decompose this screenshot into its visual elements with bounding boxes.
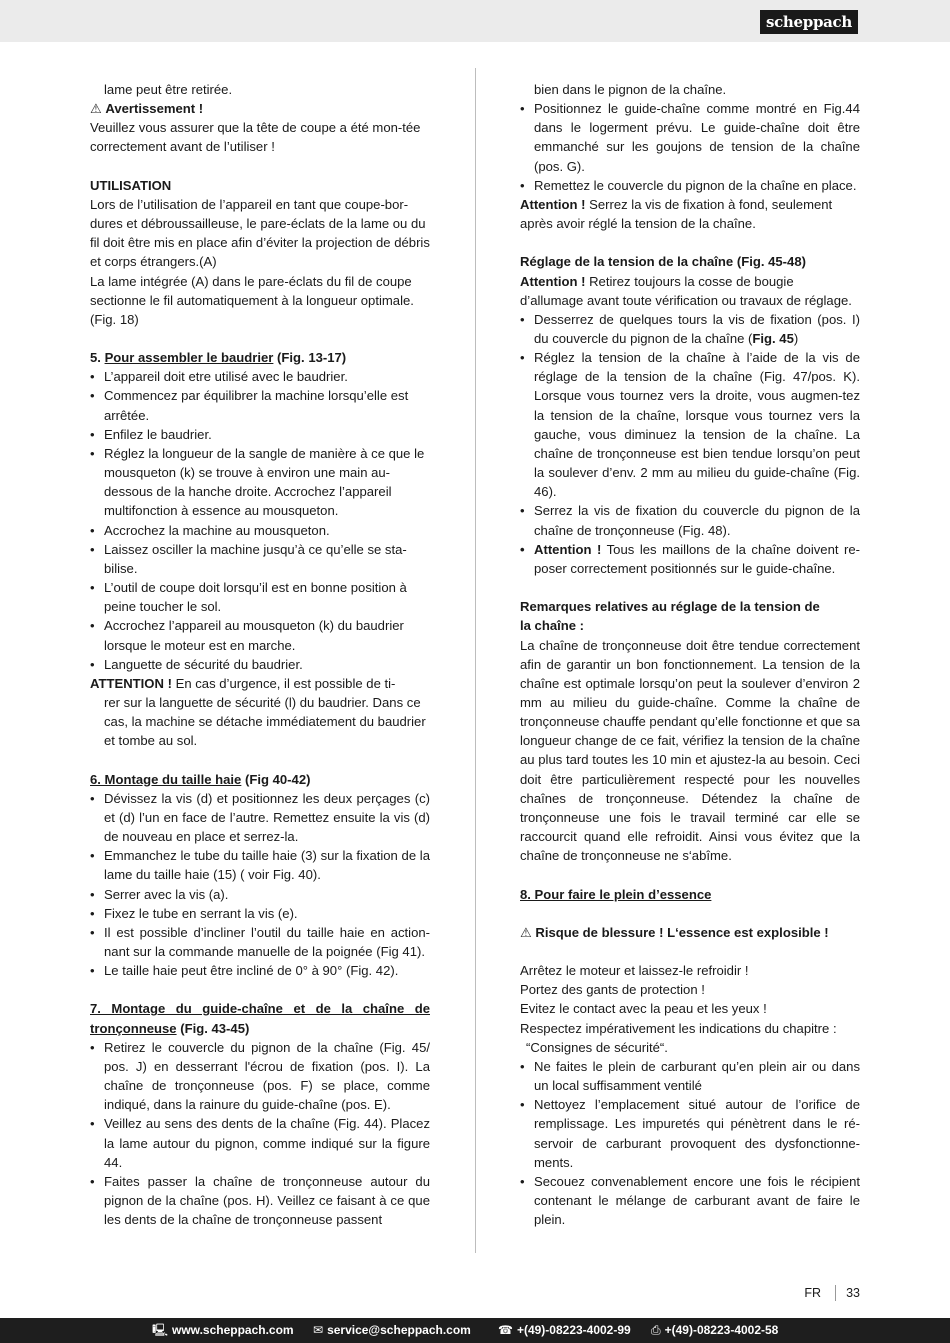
list-item: • Enfilez le baudrier. (90, 425, 430, 444)
list-item: • Veillez au sens des dents de la chaîne (Fig. 44). Placez la lame autour du pignon, comme indiqué sur la figure 44. (90, 1114, 430, 1171)
section-5-fig: (Fig. 13-17) (277, 350, 347, 366)
website-text: www.scheppach.com (172, 1323, 294, 1337)
contact-bar (0, 1318, 950, 1343)
attention-note (90, 674, 430, 693)
remarks-text: La chaîne de tronçonneuse doit être tendue correctement afin de garantir un bon fonctionnement. La tension de la chaîne est optimale lorsqu’on peut la soulever d’environ 2 mm au milieu du guide-chaîne. Comme la chaîne de tronçonneuse chauffe pendant qu’elle fonctionne et que sa longueur change de ce fait, vérifiez la tension de la chaîne au plus tard toutes les 10 min et ajustez-la au besoin. Ceci doit être particulièrement respecté pour les nouvelles chaînes de tronçonneuse. Détendez la chaîne de tronçonneuse une fois le travail terminé car elle se raccourcit quand elle refroidit. Ainsi vous évitez que la chaîne de tronçonneuse ne s‘abîme. (520, 637, 860, 864)
safety-line: Portez des gants de protection ! (520, 982, 705, 998)
section-8-heading: 8. Pour faire le plein d’essence (520, 886, 712, 902)
list-item: • Fixez le tube en serrant la vis (e). (90, 904, 430, 923)
computer-icon: 🖳 (152, 1323, 169, 1337)
fax-contact (651, 1318, 778, 1343)
list-item-end: ) (793, 331, 799, 347)
list-item: • Languette de sécurité du baudrier. (90, 655, 430, 674)
fax-text: +(49)-08223-4002-58 (664, 1323, 779, 1337)
continued-text: bien dans le pignon de la chaîne. (534, 82, 727, 97)
list-item: • Positionnez le guide-chaîne comme montré en Fig.44 dans le logerment prévu. Le guide-chaîne doit être emmanché sur les goujons de tension de la chaîne (pos. G). (520, 99, 860, 176)
utilisation-heading: UTILISATION (90, 177, 172, 193)
left-column (90, 80, 430, 1229)
email-contact (313, 1318, 471, 1343)
column-divider (475, 68, 476, 1253)
tension-list (520, 310, 860, 578)
warning-icon: ⚠ (520, 924, 532, 940)
section-8-list (520, 1057, 860, 1229)
list-item: • Retirez le couvercle du pignon de la chaîne (Fig. 45/ pos. J) en desserrant l'écrou de fixation (pos. I). La chaîne de tronçonneuse (pos. F) se place, comme indiqué, dans la rainure du guide-chaîne (pos. E). (90, 1038, 430, 1115)
website-contact (152, 1318, 294, 1343)
chain-list (520, 99, 860, 195)
attention-note-2 (520, 272, 860, 310)
risk-text: Risque de blessure ! L‘essence est explosible ! (535, 924, 829, 940)
list-item: • Dévissez la vis (d) et positionnez les deux perçages (c) et (d) l’un en face de l’autre. Remettez ensuite la vis (d) de nouveau en place et serrez-la. (90, 789, 430, 846)
tension-heading: Réglage de la tension de la chaîne (Fig. 45-48) (520, 254, 806, 270)
section-5-title: Pour assembler le baudrier (104, 350, 274, 366)
fax-icon: ⎙ (651, 1323, 661, 1337)
attention-label: Attention ! (520, 273, 586, 289)
list-item: • Nettoyez l’emplacement situé autour de l’orifice de remplissage. Les impuretés qui pénètrent dans le ré-servoir de carburant provoquent des dysfonctionne-ments. (520, 1095, 860, 1172)
attention-label: Attention ! (534, 541, 602, 557)
utilisation-paragraph-1: Lors de l’utilisation de l’appareil en tant que coupe-bor-dures et débroussailleuse, le pare-éclats de la lame ou du fil doit être mis en place afin d’éviter la projection de débris et corps étrangers.(A) (90, 196, 430, 270)
safety-line: Arrêtez le moteur et laissez-le refroidir ! (520, 963, 749, 979)
section-6-list (90, 789, 430, 981)
list-item-text: Tous les maillons de la chaîne doivent re-poser correctement positionnés sur le guide-chaîne. (534, 541, 861, 576)
section-7-heading (90, 999, 430, 1037)
warning-icon: ⚠ (90, 101, 102, 117)
list-item: • Secouez convenablement encore une fois le récipient contenant le mélange de carburant avant de faire le plein. (520, 1172, 860, 1229)
section-5-number: 5. (90, 350, 101, 366)
list-item: • Ne faites le plein de carburant qu’en plein air ou dans un local suffisamment ventilé (520, 1057, 860, 1095)
list-item: • Remettez le couvercle du pignon de la chaîne en place. (520, 176, 860, 195)
section-7-fig: (Fig. 43-45) (180, 1020, 250, 1036)
phone-contact (498, 1318, 631, 1343)
list-item: • Le taille haie peut être incliné de 0° à 90° (Fig. 42). (90, 961, 430, 980)
section-6-title: 6. Montage du taille haie (90, 771, 242, 787)
section-5-heading (90, 348, 430, 367)
brand-logo: scheppach (760, 10, 858, 34)
section-7-title: 7. Montage du guide-chaîne et de la chaîne de tronçonneuse (90, 1001, 430, 1036)
attention-text: Serrez la vis de fixation à fond, seulement après avoir réglé la tension de la chaîne. (520, 196, 833, 232)
safety-line: Respectez impérativement les indications du chapitre : (520, 1020, 837, 1036)
remarks-heading-1: Remarques relatives au réglage de la tension de (520, 599, 820, 615)
attention-label: Attention ! (520, 196, 586, 212)
header-bar (0, 0, 950, 42)
attention-text-1: En cas d’urgence, il est possible de ti- (175, 675, 396, 691)
list-item: • Emmanchez le tube du taille haie (3) sur la fixation de la lame du taille haie (15) ( voir Fig. 40). (90, 846, 430, 884)
section-6-heading (90, 770, 430, 789)
list-item: • L’outil de coupe doit lorsqu’il est en bonne position à peine toucher le sol. (90, 578, 430, 616)
attention-label: ATTENTION ! (90, 675, 172, 691)
list-item-text: Desserrez de quelques tours la vis de fixation (pos. I) du couvercle du pignon de la chaîne ( (534, 311, 860, 347)
section-6-fig: (Fig 40-42) (244, 771, 311, 787)
attention-note-1 (520, 195, 860, 233)
list-item: • Accrochez l’appareil au mousqueton (k) du baudrier lorsque le moteur est en marche. (90, 616, 430, 654)
safety-quote: “Consignes de sécurité“. (526, 1039, 668, 1055)
page-number-area (804, 1285, 860, 1301)
warning-text: Veuillez vous assurer que la tête de coupe a été mon-tée correctement avant de l’utiliser ! (90, 120, 421, 155)
list-item: • Il est possible d’incliner l’outil du taille haie en action-nant sur la commande manuelle de la poignée (Fig 41). (90, 923, 430, 961)
fig-ref: Fig. 45 (752, 331, 794, 347)
email-text: service@scheppach.com (327, 1323, 471, 1337)
list-item: • Laissez osciller la machine jusqu’à ce qu’elle se sta-bilise. (90, 540, 430, 578)
risk-warning (520, 923, 860, 942)
list-item: • Accrochez la machine au mousqueton. (90, 521, 430, 540)
attention-text-2: rer sur la languette de sécurité (l) du baudrier. Dans ce cas, la machine se détache immédiatement du baudrier et tombe au sol. (104, 694, 426, 749)
list-item: • Serrez la vis de fixation du couvercle du pignon de la chaîne de tronçonneuse (Fig. 48). (520, 501, 860, 539)
warning-title: Avertissement ! (105, 101, 204, 117)
envelope-icon: ✉ (313, 1323, 324, 1337)
list-item: • Réglez la longueur de la sangle de manière à ce que le mousqueton (k) se trouve à environ une main au-dessous de la hanche droite. Accrochez l’appareil multifonction à essence au mousqueton. (90, 444, 430, 521)
list-item: • Commencez par équilibrer la machine lorsqu’elle est arrêtée. (90, 386, 430, 424)
list-item: • Faites passer la chaîne de tronçonneuse autour du pignon de la chaîne (pos. H). Veillez ce faisant à ce que les dents de la chaîne de tronçonneuse passent (90, 1172, 430, 1229)
language-code: FR (804, 1285, 836, 1301)
list-item: • Serrer avec la vis (a). (90, 885, 430, 904)
phone-text: +(49)-08223-4002-99 (516, 1323, 631, 1337)
telephone-icon: ☎ (498, 1323, 513, 1337)
list-item: • Réglez la tension de la chaîne à l’aide de la vis de réglage de la tension de la chaîne (Fig. 47/pos. K). Lorsque vous tournez vers la droite, vous augmen-tez la tension de la chaîne, lorsque vous tournez vers la gauche, vous diminuez la tension de la chaîne. La chaîne de tronçonneuse est bien tendue lorsqu’on peut la soulever d’env. 2 mm au milieu du guide-chaîne (Fig. 46). (520, 348, 860, 501)
remarks-heading-2: la chaîne : (520, 618, 585, 634)
attention-text: Retirez toujours la cosse de bougie d’allumage avant toute vérification ou travaux de réglage. (520, 273, 852, 308)
section-5-list (90, 367, 430, 674)
list-item (520, 540, 860, 578)
right-column (520, 80, 860, 1229)
safety-line: Evitez le contact avec la peau et les yeux ! (520, 1001, 767, 1017)
continued-text: lame peut être retirée. (104, 82, 233, 97)
utilisation-paragraph-2: La lame intégrée (A) dans le pare-éclats du fil de coupe sectionne le fil automatiquement à la longueur optimale. (Fig. 18) (90, 273, 414, 327)
page-number: 33 (846, 1286, 860, 1300)
list-item (520, 310, 860, 348)
list-item: • L’appareil doit etre utilisé avec le baudrier. (90, 367, 430, 386)
section-7-list (90, 1038, 430, 1230)
warning-heading (90, 99, 430, 118)
